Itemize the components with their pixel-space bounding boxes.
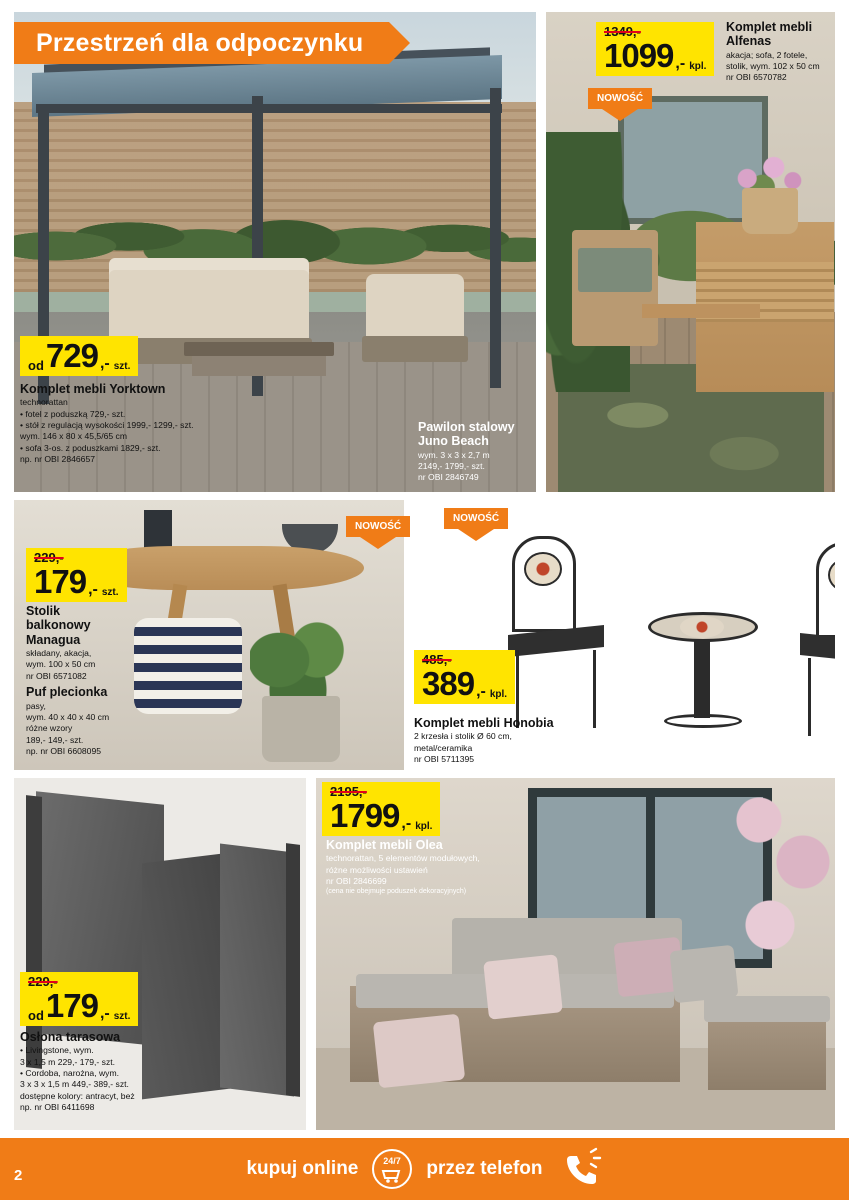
body-line: 3 x 1,5 m 229,- 179,- szt. — [20, 1056, 116, 1067]
page-number: 2 — [14, 1167, 23, 1184]
price-currency: ,- — [401, 815, 412, 832]
body-line: dostępne kolory: antracyt, beż — [20, 1090, 135, 1101]
price-value: 1799 — [330, 797, 400, 834]
coffee-table-leg — [192, 354, 326, 376]
product-title: Komplet mebli Honobia — [414, 716, 554, 730]
chair-right-legs — [808, 658, 835, 736]
price-tag-managua — [26, 548, 127, 602]
decor-pillow-2 — [483, 954, 563, 1019]
body-line: np. nr OBI 6411698 — [20, 1102, 95, 1113]
screen-panel-right — [220, 843, 294, 1096]
body-line: • stół z regulacją wysokości 1999,- 1299,- szt. — [20, 420, 194, 431]
badge-nowosc-alfenas — [588, 88, 652, 121]
price-tag-alfenas — [596, 22, 714, 76]
desc-yorktown — [20, 382, 270, 465]
ottoman-cushion — [704, 996, 830, 1022]
blossom-branch — [726, 778, 835, 988]
price-value: 179 — [45, 987, 98, 1024]
basket-planter — [742, 188, 798, 234]
desc-oslona — [20, 1030, 220, 1113]
product-title: Komplet mebli Yorktown — [20, 382, 166, 396]
badge-tip-icon — [602, 109, 638, 121]
product-body — [726, 50, 846, 84]
badge-label: NOWOŚĆ — [444, 508, 508, 529]
price-prefix-od: od — [28, 1008, 44, 1023]
product-body — [20, 397, 270, 465]
body-line: 2149,- 1799,- szt. — [418, 461, 485, 472]
price-old: 2195,- — [330, 784, 367, 799]
price-tag-yorktown — [20, 336, 138, 376]
price-old: 229,- — [34, 550, 64, 565]
product-title: Pawilon stalowy — [418, 420, 515, 434]
price-old: 485,- — [422, 652, 452, 667]
decor-pillow-4 — [669, 945, 738, 1003]
product-body — [20, 1045, 220, 1113]
desc-juno-beach — [418, 420, 548, 484]
product-body — [418, 450, 548, 484]
price-currency: ,- — [675, 55, 686, 72]
badge-label: NOWOŚĆ — [346, 516, 410, 537]
body-line: • Livingstone, wym. — [20, 1045, 94, 1056]
product-body — [326, 853, 556, 896]
product-title-3: Managua — [26, 632, 81, 647]
body-line: wym. 3 x 3 x 2,7 m — [418, 449, 490, 460]
price-unit: szt. — [113, 1011, 131, 1022]
product-title: Stolik — [26, 604, 61, 618]
footer-bar — [0, 1138, 849, 1200]
price-tag-honobia — [414, 650, 515, 704]
phone-icon — [557, 1146, 603, 1193]
plant-pot — [262, 696, 340, 762]
product-title-pouf: Puf plecionka — [26, 685, 108, 700]
badge-label: NOWOŚĆ — [588, 88, 652, 109]
product-title-2: balkonowy — [26, 618, 91, 633]
pergola-post-right — [490, 88, 501, 388]
price-prefix-od: od — [28, 358, 44, 373]
body-line: • sofa 3-os. z poduszkami 1829,- szt. — [20, 442, 161, 453]
product-body-pouf — [26, 701, 156, 758]
svg-text:24/7: 24/7 — [383, 1156, 402, 1166]
screen-cassette-right — [286, 843, 300, 1097]
body-line: technorattan — [20, 397, 68, 408]
coffee-table-top — [184, 342, 334, 356]
price-old: 1349,- — [604, 24, 641, 39]
photo-alfenas — [546, 12, 835, 492]
body-line: stolik, wym. 102 x 50 cm — [726, 61, 820, 72]
body-line: nr OBI 2846699 — [326, 876, 387, 887]
body-line: różne wzory — [26, 723, 73, 734]
badge-nowosc-honobia — [444, 508, 508, 541]
armchair-cushion — [578, 248, 652, 292]
product-title-2: Juno Beach — [418, 434, 489, 449]
chair-right-backrest — [816, 542, 835, 638]
price-currency: ,- — [99, 355, 110, 372]
price-unit: szt. — [101, 587, 119, 598]
body-line: pasy, — [26, 700, 46, 711]
product-title: Komplet mebli Olea — [326, 838, 443, 852]
body-line-note: (cena nie obejmuje poduszek dekoracyjnych) — [326, 888, 467, 896]
ottoman-base — [708, 1010, 826, 1090]
table-pedestal — [694, 640, 710, 718]
body-line: wym. 100 x 50 cm — [26, 659, 96, 670]
body-line: nr OBI 5711395 — [414, 754, 475, 765]
body-line: różne możliwości ustawień — [326, 864, 428, 875]
price-value: 179 — [34, 563, 87, 600]
price-unit: kpl. — [415, 821, 433, 832]
body-line: nr OBI 6570782 — [726, 72, 787, 83]
price-tag-olea — [322, 782, 440, 836]
page-title — [14, 22, 389, 64]
price-tag-oslona — [20, 972, 138, 1026]
price-unit: kpl. — [489, 689, 508, 700]
chair-left-medallion — [524, 552, 562, 586]
mosaic-pattern — [680, 616, 724, 638]
price-unit: szt. — [113, 361, 131, 372]
body-line: wym. 146 x 80 x 45,5/65 cm — [20, 431, 127, 442]
desc-alfenas — [726, 20, 846, 84]
body-line: np. nr OBI 6608095 — [26, 745, 102, 756]
body-line: wym. 40 x 40 x 40 cm — [26, 711, 110, 722]
desc-olea — [326, 838, 556, 897]
badge-nowosc-managua — [346, 516, 410, 549]
product-title: Osłona tarasowa — [20, 1030, 121, 1044]
body-line: akacja; sofa, 2 fotele, — [726, 49, 808, 60]
body-line: nr OBI 6571082 — [26, 670, 87, 681]
product-title: Komplet mebli — [726, 20, 813, 34]
price-currency: ,- — [88, 581, 98, 598]
price-currency: ,- — [99, 1005, 110, 1022]
body-line: metal/ceramika — [414, 742, 473, 753]
footer-online-label: kupuj online — [246, 1158, 359, 1179]
price-unit: kpl. — [689, 61, 707, 72]
footer-phone-label: przez telefon — [426, 1158, 543, 1179]
product-body — [26, 648, 156, 682]
price-old: 229,- — [28, 974, 58, 989]
body-line: • fotel z poduszką 729,- szt. — [20, 408, 126, 419]
body-line: technorattan, 5 elementów modułowych, — [326, 853, 480, 864]
product-body — [414, 731, 594, 765]
product-title-2: Alfenas — [726, 34, 772, 49]
armchair-rattan-base — [362, 336, 468, 362]
table-foot-ring — [664, 714, 742, 728]
page-title-text: Przestrzeń dla odpoczynku — [36, 28, 364, 57]
price-value: 1099 — [604, 37, 674, 74]
shopping-cart-icon — [372, 1149, 412, 1189]
decor-pillow-1 — [373, 1014, 465, 1089]
body-line: 2 krzesła i stolik Ø 60 cm, — [414, 731, 512, 742]
desc-honobia — [414, 716, 594, 765]
price-value: 389 — [422, 665, 475, 702]
price-currency: ,- — [476, 683, 486, 700]
screen-cassette-left — [26, 795, 42, 1069]
acacia-armchair — [572, 230, 658, 346]
body-line: np. nr OBI 2846657 — [20, 454, 96, 465]
body-line: nr OBI 2846749 — [418, 472, 479, 483]
badge-tip-icon — [360, 537, 396, 549]
body-line: 189,- 149,- szt. — [26, 734, 84, 745]
badge-tip-icon — [458, 529, 494, 541]
desc-managua — [26, 604, 156, 757]
body-line: • Cordoba, narożna, wym. — [20, 1068, 120, 1079]
body-line: składany, akacja, — [26, 648, 92, 659]
pergola-beam-front — [36, 104, 502, 113]
coffee-table — [642, 304, 760, 318]
body-line: 3 x 3 x 1,5 m 449,- 389,- szt. — [20, 1079, 129, 1090]
price-value: 729 — [45, 337, 98, 374]
